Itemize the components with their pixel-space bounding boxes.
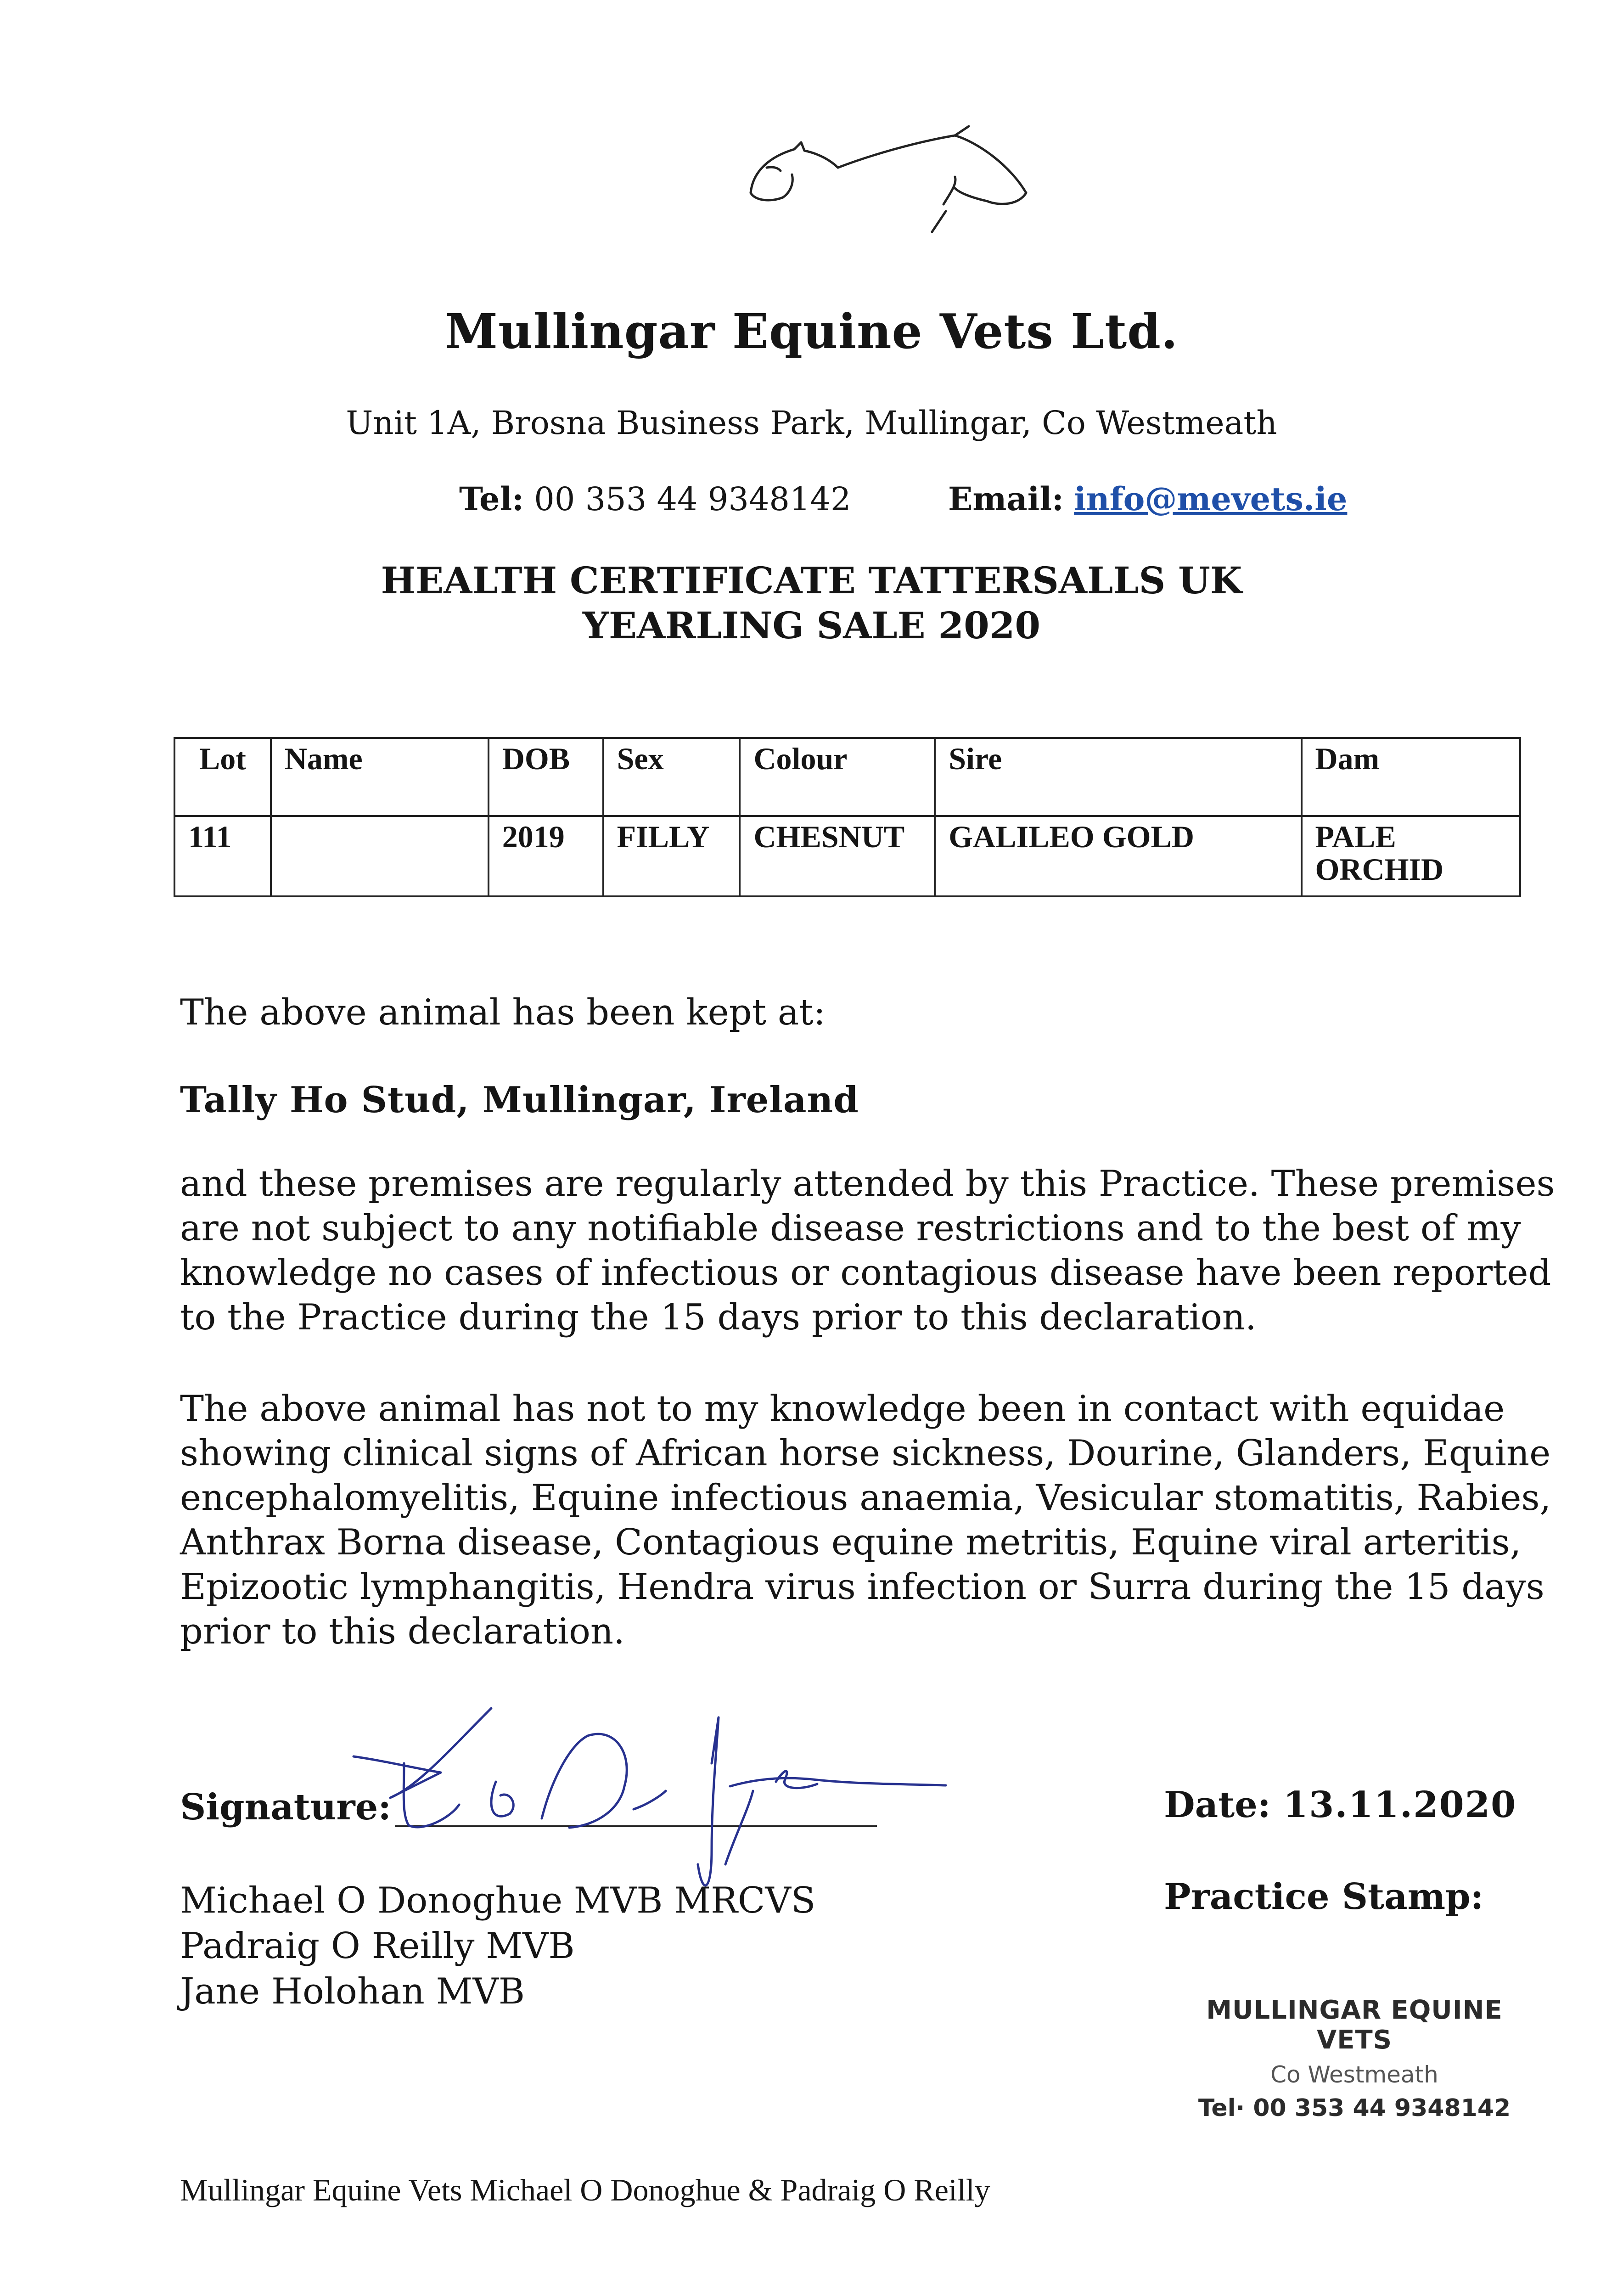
practice-stamp bbox=[1166, 1995, 1543, 2122]
horse-logo-icon bbox=[739, 124, 1042, 248]
stamp-line2: Co Westmeath bbox=[1270, 2061, 1438, 2088]
company-name: Mullingar Equine Vets Ltd. bbox=[444, 303, 1179, 360]
horse-details-table bbox=[174, 737, 1521, 897]
telephone bbox=[459, 480, 851, 518]
vet-name: Padraig O Reilly MVB bbox=[180, 1925, 575, 1967]
tel-value: 00 353 44 9348142 bbox=[534, 480, 851, 518]
email-link[interactable]: info@mevets.ie bbox=[1074, 480, 1348, 518]
company-address: Unit 1A, Brosna Business Park, Mullingar, Co Westmeath bbox=[346, 404, 1277, 442]
vet-name: Jane Holohan MVB bbox=[180, 1971, 525, 2012]
tel-label: Tel: bbox=[459, 480, 524, 518]
premises-declaration: and these premises are regularly attended by this Practice. These premises are not subject to any notifiable disease restrictions and to the best of my knowledge no cases of infectious or contagious disease have been reported to the Practice during the 15 days prior to this declaration. bbox=[180, 1163, 1555, 1338]
premises-name: Tally Ho Stud, Mullingar, Ireland bbox=[180, 1079, 859, 1121]
vets-list bbox=[180, 1878, 815, 2015]
kept-at-text: The above animal has been kept at: bbox=[180, 992, 826, 1033]
header-lot: Lot bbox=[174, 738, 271, 816]
handwritten-signature bbox=[349, 1699, 955, 1901]
cell-dam: PALE ORCHID bbox=[1302, 816, 1520, 896]
date bbox=[1164, 1784, 1516, 1826]
email-label: Email: bbox=[948, 480, 1064, 518]
disease-declaration: The above animal has not to my knowledge been in contact with equidae showing clinical signs of African horse sickness, Dourine, Glanders, Equine encephalomyelitis, Equine infectious anaemia, Vesicular stomatitis, Rabies, Anthrax Borna disease, Contagious equine metritis, Equine viral arteritis, Epizootic lymphangitis, Hendra virus infection or Surra during the 15 days prior to this declaration. bbox=[180, 1388, 1551, 1652]
certificate-title bbox=[0, 558, 1623, 648]
header-name: Name bbox=[271, 738, 489, 816]
cell-colour: CHESNUT bbox=[740, 816, 935, 896]
certificate-title-line2: YEARLING SALE 2020 bbox=[582, 604, 1041, 647]
table-header-row bbox=[174, 738, 1520, 816]
vet-name: Michael O Donoghue MVB MRCVS bbox=[180, 1880, 816, 1921]
date-label: Date: bbox=[1164, 1784, 1271, 1826]
header-sex: Sex bbox=[603, 738, 740, 816]
cell-sire: GALILEO GOLD bbox=[935, 816, 1301, 896]
date-value: 13.11.2020 bbox=[1283, 1784, 1517, 1826]
stamp-line3: Tel· 00 353 44 9348142 bbox=[1198, 2094, 1511, 2122]
stamp-line1: MULLINGAR EQUINE VETS bbox=[1206, 1995, 1503, 2055]
footer-text: Mullingar Equine Vets Michael O Donoghue & Padraig O Reilly bbox=[180, 2172, 990, 2207]
header-dam: Dam bbox=[1302, 738, 1520, 816]
certificate-title-line1: HEALTH CERTIFICATE TATTERSALLS UK bbox=[381, 559, 1242, 602]
header-sire: Sire bbox=[935, 738, 1301, 816]
header-colour: Colour bbox=[740, 738, 935, 816]
cell-sex: FILLY bbox=[603, 816, 740, 896]
signature-label: Signature: bbox=[180, 1786, 392, 1828]
email bbox=[948, 480, 1347, 518]
table-row bbox=[174, 816, 1520, 896]
cell-dob: 2019 bbox=[489, 816, 603, 896]
cell-name bbox=[271, 816, 489, 896]
cell-lot: 111 bbox=[174, 816, 271, 896]
practice-stamp-label: Practice Stamp: bbox=[1164, 1876, 1484, 1918]
header-dob: DOB bbox=[489, 738, 603, 816]
